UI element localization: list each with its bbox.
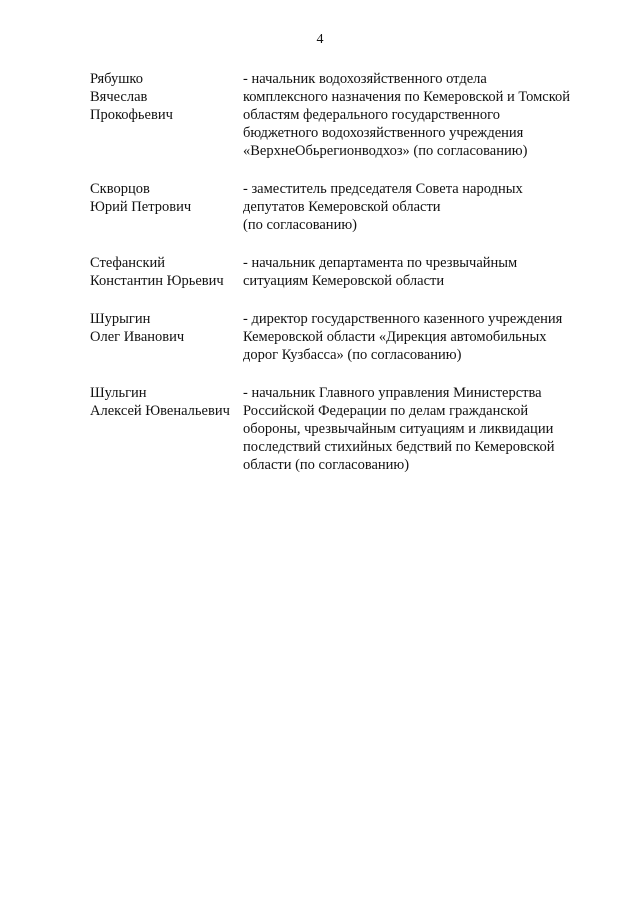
name-line: Рябушко — [90, 71, 143, 87]
member-name — [90, 180, 243, 234]
name-line: Шурыгин — [90, 311, 151, 327]
name-line: Юрий Петрович — [90, 199, 192, 215]
member-name — [90, 310, 243, 364]
member-name — [90, 70, 243, 160]
member-entry — [90, 310, 600, 364]
member-role — [243, 384, 600, 474]
role-line: ситуациям Кемеровской области — [243, 273, 445, 289]
member-entry — [90, 254, 600, 290]
page-number: 4 — [316, 32, 324, 47]
member-role — [243, 180, 600, 234]
members-list — [90, 70, 600, 474]
role-line: Российской Федерации по делам гражданской — [243, 403, 529, 419]
name-line: Константин Юрьевич — [90, 273, 224, 289]
member-entry — [90, 70, 600, 160]
role-line: обороны, чрезвычайным ситуациям и ликвидации — [243, 421, 554, 437]
role-line: Кемеровской области «Дирекция автомобильных — [243, 329, 547, 345]
role-line: (по согласованию) — [243, 217, 357, 233]
name-line: Алексей Ювенальевич — [90, 403, 230, 419]
role-line: области (по согласованию) — [243, 457, 410, 473]
role-line: комплексного назначения по Кемеровской и Томской — [243, 89, 571, 105]
role-line: дорог Кузбасса» (по согласованию) — [243, 347, 462, 363]
role-line: депутатов Кемеровской области — [243, 199, 441, 215]
member-role — [243, 310, 600, 364]
member-role — [243, 70, 600, 160]
role-line: областям федерального государственного — [243, 107, 500, 123]
name-line: Шульгин — [90, 385, 147, 401]
member-entry — [90, 180, 600, 234]
member-name — [90, 254, 243, 290]
member-entry — [90, 384, 600, 474]
role-line: - заместитель председателя Совета народных — [243, 181, 523, 197]
member-name — [90, 384, 243, 474]
name-line: Скворцов — [90, 181, 150, 197]
role-line: бюджетного водохозяйственного учреждения — [243, 125, 524, 141]
role-line: - начальник департамента по чрезвычайным — [243, 255, 518, 271]
role-line: - директор государственного казенного учреждения — [243, 311, 563, 327]
name-line: Олег Иванович — [90, 329, 185, 345]
name-line: Стефанский — [90, 255, 166, 271]
role-line: - начальник Главного управления Министерства — [243, 385, 542, 401]
role-line: последствий стихийных бедствий по Кемеровской — [243, 439, 555, 455]
role-line: - начальник водохозяйственного отдела — [243, 71, 487, 87]
name-line: Вячеслав — [90, 89, 148, 105]
member-role — [243, 254, 600, 290]
role-line: «ВерхнеОбьрегионводхоз» (по согласованию) — [243, 143, 528, 159]
name-line: Прокофьевич — [90, 107, 173, 123]
